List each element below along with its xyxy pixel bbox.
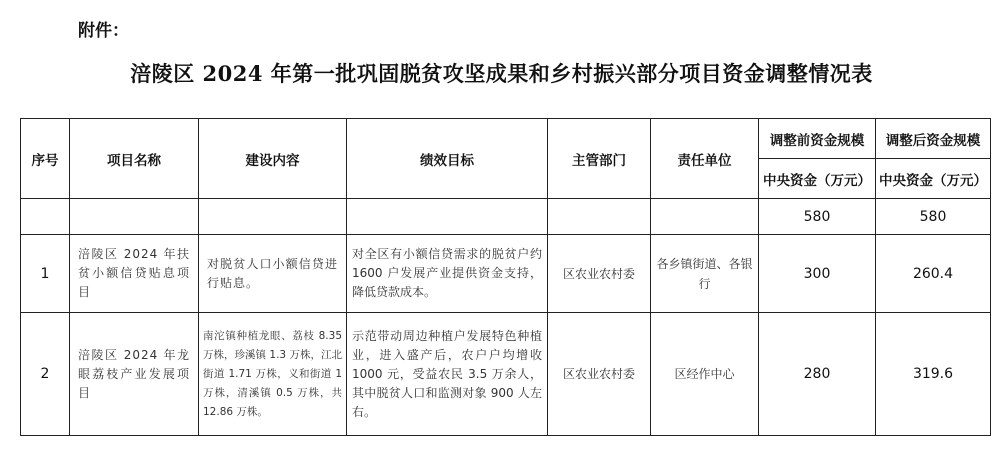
col-content-header: 建设内容	[199, 119, 347, 199]
col-before-group-header: 调整前资金规模	[759, 119, 876, 159]
row-goal-cell	[347, 313, 548, 436]
col-before-sub-header: 中央资金（万元）	[759, 159, 876, 199]
row-content-cell	[199, 235, 347, 313]
row-seq-cell: 2	[21, 313, 70, 436]
col-after-sub-header: 中央资金（万元）	[876, 159, 991, 199]
row-department-text: 区农业农村委	[562, 266, 635, 281]
row-goal-cell	[347, 235, 548, 313]
row-department-cell	[548, 313, 651, 436]
row-after-cell: 319.6	[876, 313, 991, 436]
row-department-cell	[548, 235, 651, 313]
attachment-label: 附件：	[78, 21, 129, 41]
row-name-text: 涪陵区 2024 年龙眼荔枝产业发展项目	[78, 347, 190, 400]
row-seq-cell: 1	[21, 235, 70, 313]
row-content-text: 南沱镇种植龙眼、荔枝 8.35 万株，珍溪镇 1.3 万株，江北街道 1.71 万株，义和街道 1 万株，清溪镇 0.5 万株，共 12.86 万株。	[203, 329, 342, 418]
total-unit-cell	[651, 199, 759, 235]
row-unit-cell	[651, 313, 759, 436]
row-unit-cell	[651, 235, 759, 313]
row-after-cell: 260.4	[876, 235, 991, 313]
row-content-cell	[199, 313, 347, 436]
col-seq-header: 序号	[21, 119, 70, 199]
total-row	[21, 199, 991, 235]
row-unit-text: 各乡镇街道、各银行	[656, 256, 753, 291]
row-goal-text: 示范带动周边种植户发展特色种植业，进入盛产后，农户户均增收 1000 元，受益农民 3.5 万余人，其中脱贫人口和监测对象 900 人左右。	[352, 328, 542, 419]
col-goal-header: 绩效目标	[347, 119, 548, 199]
col-department-header: 主管部门	[548, 119, 651, 199]
table-row	[21, 313, 991, 436]
row-before-cell: 300	[759, 235, 876, 313]
total-seq-cell	[21, 199, 70, 235]
row-department-text: 区农业农村委	[562, 367, 635, 381]
row-name-cell	[70, 313, 199, 436]
total-before-cell: 580	[759, 199, 876, 235]
col-unit-header: 责任单位	[651, 119, 759, 199]
row-name-cell	[70, 235, 199, 313]
table-row	[21, 235, 991, 313]
header-row	[21, 119, 991, 159]
row-content-text: 对脱贫人口小额信贷进行贴息。	[207, 256, 338, 290]
total-name-cell	[70, 199, 199, 235]
col-after-group-header: 调整后资金规模	[876, 119, 991, 159]
row-name-text: 涪陵区 2024 年扶贫小额信贷贴息项目	[78, 247, 190, 299]
total-content-cell	[199, 199, 347, 235]
total-goal-cell	[347, 199, 548, 235]
fund-adjustment-table	[20, 118, 991, 436]
row-before-cell: 280	[759, 313, 876, 436]
row-goal-text: 对全区有小额信贷需求的脱贫户约 1600 户发展产业提供资金支持，降低贷款成本。	[352, 247, 542, 299]
page-title: 涪陵区 2024 年第一批巩固脱贫攻坚成果和乡村振兴部分项目资金调整情况表	[130, 61, 873, 86]
total-department-cell	[548, 199, 651, 235]
total-after-cell: 580	[876, 199, 991, 235]
row-unit-text: 区经作中心	[674, 367, 735, 381]
col-name-header: 项目名称	[70, 119, 199, 199]
